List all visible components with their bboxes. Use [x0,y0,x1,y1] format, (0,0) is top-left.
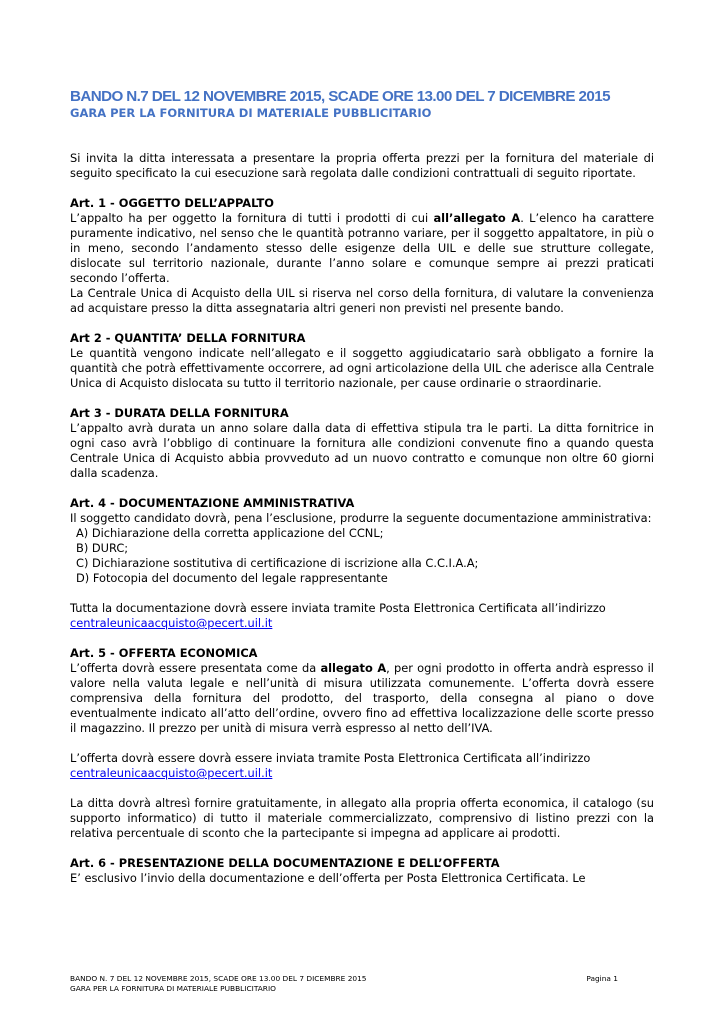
art5-email-link[interactable]: centraleunicaacquisto@pecert.uil.it [70,766,273,780]
document-subtitle: GARA PER LA FORNITURA DI MATERIALE PUBBLICITARIO [70,106,432,120]
page-footer [70,974,618,994]
art4-heading: Art. 4 - DOCUMENTAZIONE AMMINISTRATIVA [70,496,355,510]
document-title: BANDO N.7 DEL 12 NOVEMBRE 2015, SCADE ORE 13.00 DEL 7 DICEMBRE 2015 [70,88,610,105]
art5-paragraph-2: L’offerta dovrà essere dovrà essere inviata tramite Posta Elettronica Certificata all’indirizzo [70,751,591,765]
art1-allegato-bold: all’allegato A [433,211,521,225]
art6-heading: Art. 6 - PRESENTAZIONE DELLA DOCUMENTAZIONE E DELL’OFFERTA [70,856,500,870]
art1-paragraph-1: L’appalto ha per oggetto la fornitura di tutti i prodotti di cui all’allegato A. L’elenco ha carattere puramente indicativo, nel senso che le quantità potranno variare, per il soggetto appaltatore, in più o in meno, secondo l’andamento stesso delle esigenze della UIL e delle sue strutture collegate, dislocate sul territorio nazionale, durante l’anno solare e comunque sempre ai prezzi praticati secondo l’offerta. [70,211,654,285]
art2-paragraph-1: Le quantità vengono indicate nell’allegato e il soggetto aggiudicatario sarà obbligato a fornire la quantità che potrà effettivamente occorrere, ad ogni articolazione della UIL che aderisce alla Centrale Unica di Acquisto dislocata su tutto il territorio nazionale, per cause ordinarie o straordinarie. [70,346,654,390]
art3-heading: Art 3 - DURATA DELLA FORNITURA [70,406,289,420]
art4-email-link[interactable]: centraleunicaacquisto@pecert.uil.it [70,616,273,630]
art4-document-list [70,526,654,586]
intro-paragraph: Si invita la ditta interessata a presentare la propria offerta prezzi per la fornitura del materiale di seguito specificato la cui esecuzione sarà regolata dalle condizioni contrattuali di seguito riportate. [70,151,654,180]
art4-paragraph-1: Il soggetto candidato dovrà, pena l’esclusione, produrre la seguente documentazione amministrativa: [70,511,652,525]
footer-page-number: Pagina 1 [586,974,618,983]
list-item: C) Dichiarazione sostitutiva di certificazione di iscrizione alla C.C.I.A.A; [76,556,479,570]
list-item: B) DURC; [76,541,129,555]
footer-line-2: GARA PER LA FORNITURA DI MATERIALE PUBBLICITARIO [70,984,276,993]
art3-paragraph-1: L’appalto avrà durata un anno solare dalla data di effettiva stipula tra le parti. La ditta fornitrice in ogni caso avrà l’obbligo di continuare la fornitura alle condizioni convenute fino a quando questa Centrale Unica di Acquisto abbia provveduto ad un nuovo contratto e comunque non oltre 60 giorni dalla scadenza. [70,421,654,480]
document-body [70,151,654,886]
footer-line-1: BANDO N. 7 DEL 12 NOVEMBRE 2015, SCADE ORE 13.00 DEL 7 DICEMBRE 2015 [70,974,367,983]
art5-paragraph-1: L’offerta dovrà essere presentata come da allegato A, per ogni prodotto in offerta andrà espresso il valore nella valuta legale e nell’unità di misura utilizzata comunemente. L’offerta dovrà essere comprensiva della fornitura del prodotto, del trasporto, della consegna al piano o dove eventualmente indicato all’atto dell’ordine, ovvero fino ad effettiva localizzazione delle scorte presso il magazzino. Il prezzo per unità di misura verrà espresso al netto dell’IVA. [70,661,654,735]
art2-heading: Art 2 - QUANTITA’ DELLA FORNITURA [70,331,306,345]
art5-allegato-bold: allegato A [320,661,387,675]
art5-heading: Art. 5 - OFFERTA ECONOMICA [70,646,258,660]
art4-paragraph-2: Tutta la documentazione dovrà essere inviata tramite Posta Elettronica Certificata all’indirizzo [70,601,606,615]
list-item: D) Fotocopia del documento del legale rappresentante [76,571,388,585]
art1-heading: Art. 1 - OGGETTO DELL’APPALTO [70,196,274,210]
art1-paragraph-2: La Centrale Unica di Acquisto della UIL si riserva nel corso della fornitura, di valutare la convenienza ad acquistare presso la ditta assegnataria altri generi non previsti nel presente bando. [70,286,654,315]
art5-paragraph-3: La ditta dovrà altresì fornire gratuitamente, in allegato alla propria offerta economica, il catalogo (su supporto informatico) di tutto il materiale commercializzato, comprensivo di listino prezzi con la relativa percentuale di sconto che la partecipante si impegna ad applicare ai prodotti. [70,796,654,840]
list-item: A) Dichiarazione della corretta applicazione del CCNL; [76,526,384,540]
art6-paragraph-1: E’ esclusivo l’invio della documentazione e dell’offerta per Posta Elettronica Certificata. Le [70,871,586,885]
